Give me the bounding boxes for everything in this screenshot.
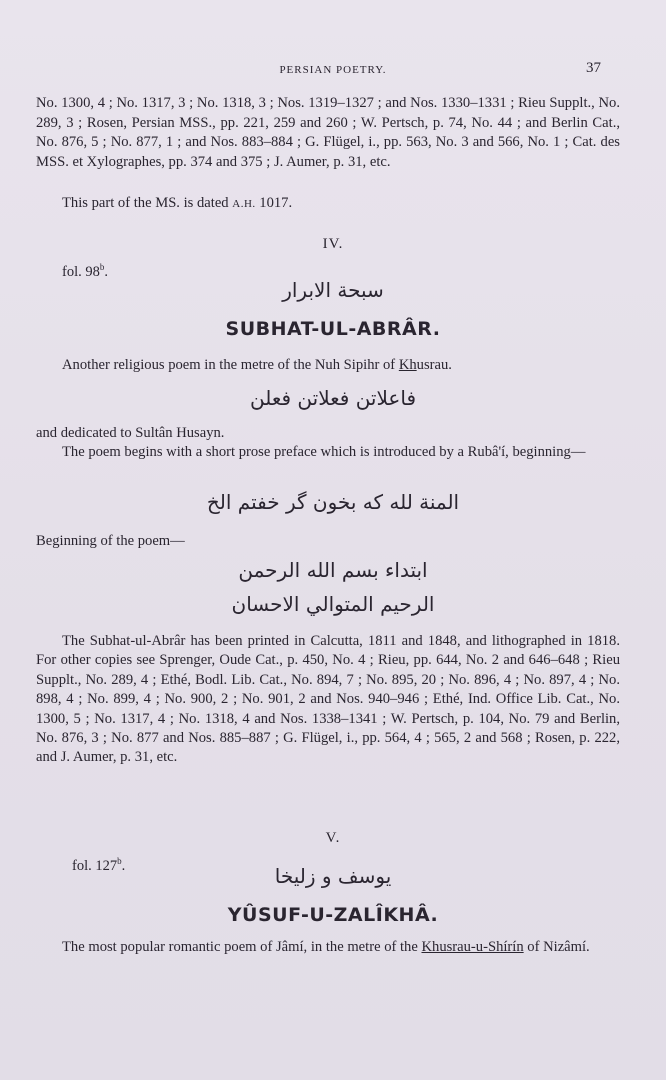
page-number: 37	[586, 60, 601, 76]
section-iv-description: Another religious poem in the metre of the Nuh Sipihr of Khusrau.	[62, 357, 452, 373]
section-iv-persian-title: سبحة الابرار	[282, 278, 384, 302]
section-v-description: The most popular romantic poem of Jâmí, in the metre of the Khusrau-u-Shírín of Nizâmí.	[62, 939, 590, 955]
section-iv-preface-persian: المنة لله که بخون گر خفتم الخ	[206, 490, 460, 514]
section-iv-dedication: and dedicated to Sultân Husayn.	[36, 425, 225, 441]
running-title: PERSIAN POETRY.	[279, 64, 387, 76]
section-v-persian-title: یوسف و زلیخا	[274, 864, 392, 888]
section-iv-folio: fol. 98$^b$.	[62, 262, 108, 280]
section-iv-title: SUBHAT-UL-ABRÂR.	[225, 318, 441, 340]
section-v-title: YÛSUF-U-ZALÎKHÂ.	[227, 904, 439, 926]
section-iv-beginning-label: Beginning of the poem—	[36, 533, 185, 549]
section-iv-verse-2: الرحيم المتوالي الاحسان	[231, 592, 435, 616]
section-iv-metre: فاعلاتن فعلاتن فعلن	[249, 386, 416, 410]
date-era: A.H.	[232, 198, 256, 210]
date-line-prefix: This part of the MS. is dated	[62, 195, 233, 211]
date-year: 1017.	[255, 195, 293, 211]
section-iv-numeral: IV.	[322, 236, 344, 252]
section-iv-preface: The poem begins with a short prose preface which is introduced by a Rubâ'í, beginning—	[62, 444, 586, 460]
section-v-folio: fol. 127$^b$.	[72, 856, 126, 874]
section-iv-printed-note: The Subhat-ul-Abrâr has been printed in Calcutta, 1811 and 1848, and lithographed in 1818. For other copies see Sprenger, Oude Cat., p. 450, No. 4 ; Rieu, pp. 644, No. 2 and 646–648 ; Rieu Supplt., No. 289, 4 ; Ethé, Bodl. Lib. Cat., No. 894, 7 ; No. 895, 20 ; No. 896, 4 ; No. 897, 4 ; No. 898, 4 ; No. 899, 4 ; No. 900, 2 ; No. 901, 2 and Nos. 940–946 ; Ethé, Ind. Office Lib. Cat., No. 1300, 5 ; No. 1317, 4 ; No. 1318, 4 and Nos. 1338–1341 ; W. Pertsch, p. 104, No. 79 and Berlin, No. 876, 3 ; No. 877 and Nos. 885–887 ; G. Flügel, i., pp. 564, 4 ; 565, 2 and 568 ; Rosen, p. 222, and J. Aumer, p. 31, etc.	[36, 633, 620, 766]
section-iv-verse-1: ابتداء بسم الله الرحمن	[238, 558, 428, 582]
date-line	[36, 194, 620, 215]
references-paragraph: No. 1300, 4 ; No. 1317, 3 ; No. 1318, 3 ; Nos. 1319–1327 ; and Nos. 1330–1331 ; Rieu Supplt., No. 289, 3 ; Rosen, Persian MSS., pp. 221, 259 and 260 ; W. Pertsch, p. 74, No. 44 ; and Berlin Cat., No. 876, 5 ; No. 877, 1 ; and Nos. 883–884 ; G. Flügel, i., pp. 563, No. 3 and 566, No. 1 ; Cat. des MSS. et Xylographes, pp. 374 and 375 ; J. Aumer, p. 31, etc.	[36, 95, 620, 170]
section-v-numeral: V.	[325, 830, 341, 846]
